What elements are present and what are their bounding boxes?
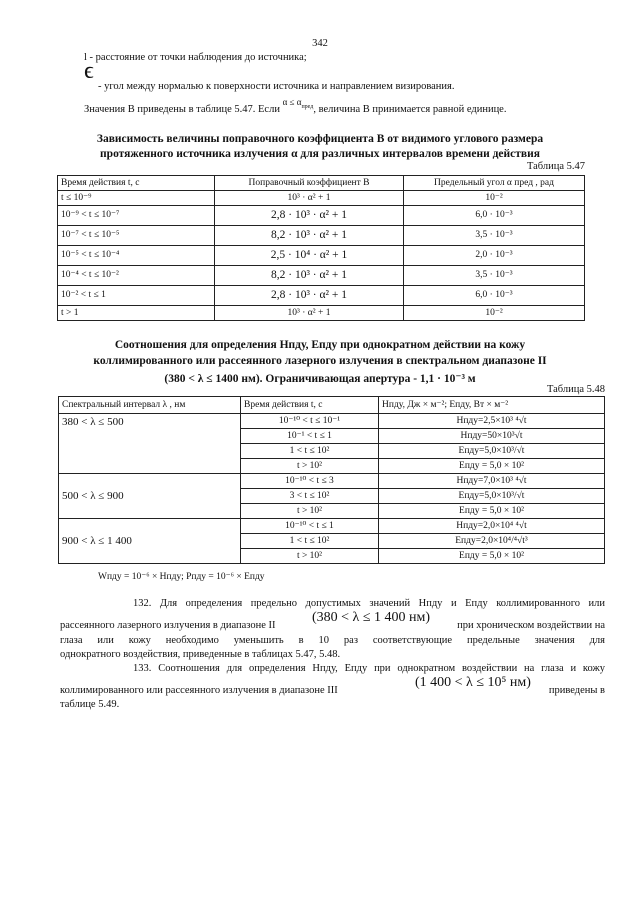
cell-limit: Eпду=5,0×10³/√t <box>379 489 605 504</box>
cell-limit: Eпду=2,0×10⁴/⁴√t³ <box>379 534 605 549</box>
cell-time: t > 10² <box>241 459 379 474</box>
table-row <box>58 226 585 246</box>
cell-angle: 6,0 · 10⁻³ <box>404 206 585 226</box>
cell-coefficient: 10³ · α² + 1 <box>215 306 404 321</box>
cell-interval: 380 < λ ≤ 500 <box>59 414 241 474</box>
cell-time: 10⁻⁹ < t ≤ 10⁻⁷ <box>58 206 215 226</box>
epsilon-symbol: ϵ <box>84 58 94 84</box>
cell-limit: Eпду = 5,0 × 10² <box>379 549 605 564</box>
cell-time: 10⁻⁴ < t ≤ 10⁻² <box>58 266 215 286</box>
table-548-title-2: коллимированного или рассеянного лазерного излучения в спектральном диапазоне II <box>93 355 547 367</box>
table-547-title-1: Зависимость величины поправочного коэффициента B от видимого углового размера <box>96 133 544 145</box>
intro-line-angle: - угол между нормалью к поверхности источника и направлением визирования. <box>98 81 455 92</box>
cell-angle: 3,5 · 10⁻³ <box>404 266 585 286</box>
table-row <box>58 246 585 266</box>
table-548-title-1: Соотношения для определения Hпду, Eпду при однократном действии на кожу <box>114 339 526 351</box>
table-row <box>58 206 585 226</box>
alpha-sub: пред <box>301 103 314 110</box>
header-time: Время действия t, с <box>58 176 215 191</box>
para-132-line-3: глаза или кожу необходимо уменьшить в 10 раз соответствующие предельные значения для <box>60 635 605 646</box>
header-limit: Hпду, Дж × м⁻²; Eпду, Вт × м⁻² <box>379 397 605 414</box>
cell-time: 1 < t ≤ 10² <box>241 444 379 459</box>
cell-time: t ≤ 10⁻⁹ <box>58 191 215 206</box>
table-548-label: Таблица 5.48 <box>546 384 605 395</box>
table-header-row <box>59 397 605 414</box>
cell-time: 10⁻⁵ < t ≤ 10⁻⁴ <box>58 246 215 266</box>
table-548-title-3: (380 < λ ≤ 1400 нм). Ограничивающая апертура - 1,1 · 10⁻³ м <box>164 373 476 385</box>
cell-time: 3 < t ≤ 10² <box>241 489 379 504</box>
table-547-label: Таблица 5.47 <box>526 161 585 172</box>
cell-coefficient: 8,2 · 10³ · α² + 1 <box>215 226 404 246</box>
para-132-text-b: при хроническом воздействии на <box>457 620 605 631</box>
para-132-line-2 <box>60 612 605 634</box>
cell-time: t > 1 <box>58 306 215 321</box>
cell-angle: 10⁻² <box>404 306 585 321</box>
para-132-line-1: 132. Для определения предельно допустимых значений Hпду и Eпду коллимированного или <box>133 598 605 609</box>
cell-limit: Eпду = 5,0 × 10² <box>379 459 605 474</box>
intro-text-b: , величина B принимается равной единице. <box>313 104 507 115</box>
para-133-text-a: коллимированного или рассеянного излучения в диапазоне III <box>60 685 338 696</box>
intro-line-distance: l - расстояние от точки наблюдения до источника; <box>84 52 307 63</box>
page-number: 342 <box>312 38 328 49</box>
cell-time: 10⁻² < t ≤ 1 <box>58 286 215 306</box>
table-row <box>58 286 585 306</box>
cell-coefficient: 8,2 · 10³ · α² + 1 <box>215 266 404 286</box>
cell-time: 1 < t ≤ 10² <box>241 534 379 549</box>
intro-text-a: Значения B приведены в таблице 5.47. Если <box>84 104 280 115</box>
para-133-line-2 <box>60 675 605 699</box>
cell-coefficient: 2,8 · 10³ · α² + 1 <box>215 286 404 306</box>
cell-time: 10⁻¹ < t ≤ 1 <box>241 429 379 444</box>
table-row <box>59 519 605 534</box>
header-coefficient: Поправочный коэффициент B <box>215 176 404 191</box>
cell-time: t > 10² <box>241 549 379 564</box>
cell-angle: 6,0 · 10⁻³ <box>404 286 585 306</box>
cell-interval: 500 < λ ≤ 900 <box>59 474 241 519</box>
table-row <box>59 474 605 489</box>
table-row <box>58 191 585 206</box>
table-row <box>59 414 605 429</box>
para-133-text-b: приведены в <box>548 685 605 696</box>
cell-time: 10⁻¹⁰ < t ≤ 1 <box>241 519 379 534</box>
header-angle: Предельный угол α пред , рад <box>404 176 585 191</box>
cell-coefficient: 2,8 · 10³ · α² + 1 <box>215 206 404 226</box>
cell-interval: 900 < λ ≤ 1 400 <box>59 519 241 564</box>
table-header-row <box>58 176 585 191</box>
table-row <box>58 266 585 286</box>
table-547-title-2: протяженного источника излучения α для различных интервалов времени действия <box>100 148 540 160</box>
para-132-formula: (380 < λ ≤ 1 400 нм) <box>312 610 431 625</box>
cell-time: 10⁻¹⁰ < t ≤ 10⁻¹ <box>241 414 379 429</box>
para-133-line-3: таблице 5.49. <box>60 699 120 710</box>
table-row <box>58 306 585 321</box>
para-133-line-1: 133. Соотношения для определения Hпду, Eпду при однократном воздействии на глаза и кожу <box>133 663 605 674</box>
alpha-condition-text: α ≤ α <box>282 97 302 107</box>
cell-limit: Eпду=5,0×10³/√t <box>379 444 605 459</box>
cell-limit: Eпду = 5,0 × 10² <box>379 504 605 519</box>
cell-angle: 10⁻² <box>404 191 585 206</box>
table-548 <box>58 396 605 564</box>
cell-coefficient: 2,5 · 10⁴ · α² + 1 <box>215 246 404 266</box>
cell-angle: 2,0 · 10⁻³ <box>404 246 585 266</box>
cell-limit: Hпду=7,0×10³ ⁴√t <box>379 474 605 489</box>
para-133-formula: (1 400 < λ ≤ 10⁵ нм) <box>415 675 531 690</box>
cell-angle: 3,5 · 10⁻³ <box>404 226 585 246</box>
para-132-line-4: однократного воздействия, приведенные в таблицах 5.47, 5.48. <box>60 649 341 660</box>
header-time: Время действия t, с <box>241 397 379 414</box>
para-132-text-a: рассеянного лазерного излучения в диапазоне II <box>60 620 276 631</box>
table-548-footnote: Wпду = 10⁻⁶ × Hпду; Pпду = 10⁻⁶ × Eпду <box>98 572 265 582</box>
cell-time: 10⁻⁷ < t ≤ 10⁻⁵ <box>58 226 215 246</box>
cell-limit: Hпду=2,0×10⁴ ⁴√t <box>379 519 605 534</box>
cell-time: t > 10² <box>241 504 379 519</box>
alpha-condition <box>282 97 314 110</box>
cell-coefficient: 10³ · α² + 1 <box>215 191 404 206</box>
cell-time: 10⁻¹⁰ < t ≤ 3 <box>241 474 379 489</box>
header-interval: Спектральный интервал λ , нм <box>59 397 241 414</box>
cell-limit: Hпду=50×10³√t <box>379 429 605 444</box>
table-547 <box>57 175 585 321</box>
cell-limit: Hпду=2,5×10³ ⁴√t <box>379 414 605 429</box>
